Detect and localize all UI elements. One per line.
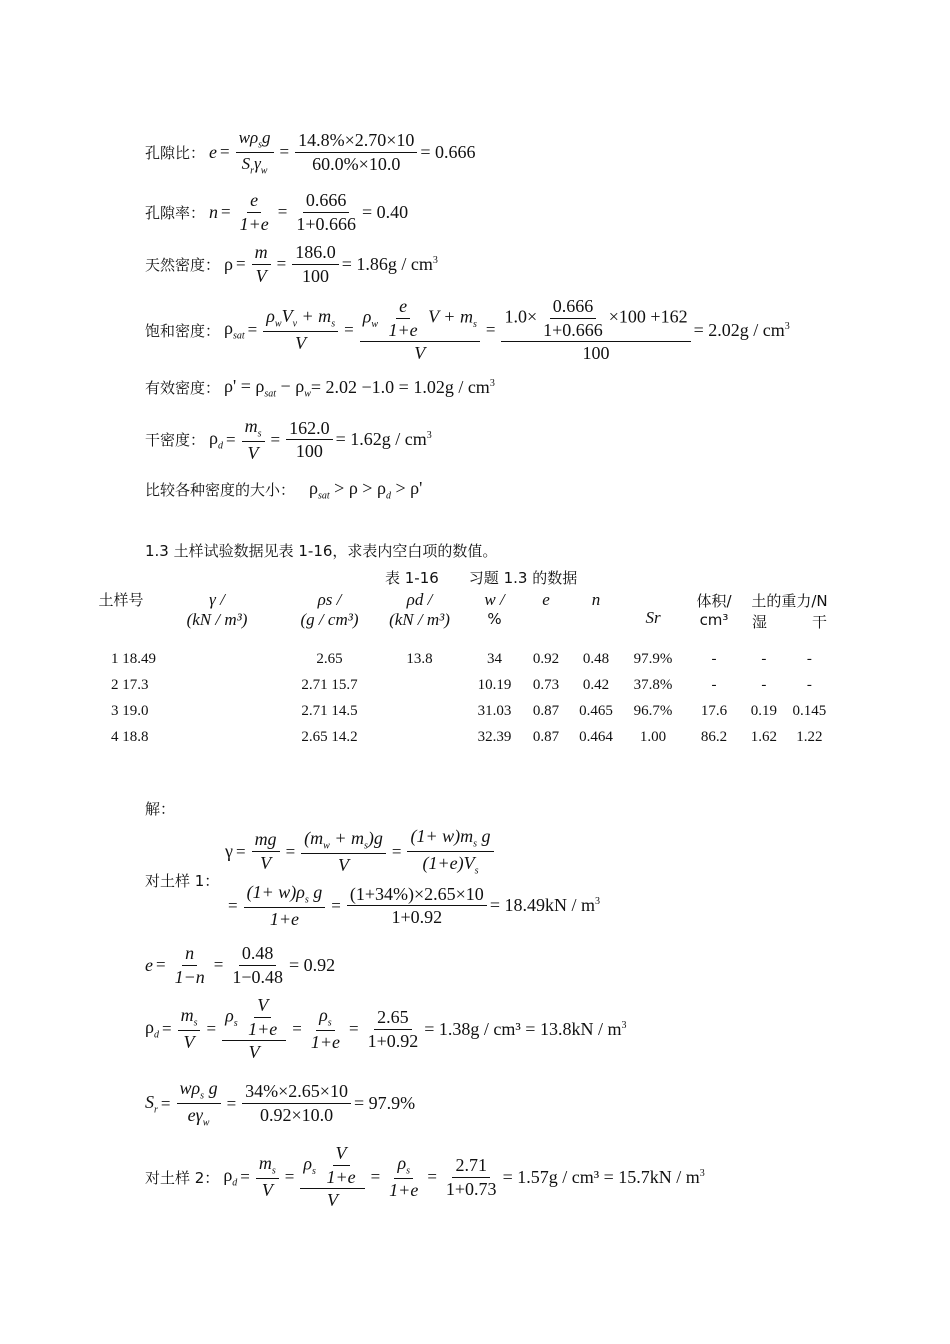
sample1-e-fraction: $\frac{0.48}{1-0.48}$ xyxy=(232,943,283,987)
saturated-density-line: 饱和密度： $\rho_{sat}$ = $\frac{\rho_wV_v + m_s}{V}$ = $\rho_w$ $\frac{e}{1+e}$ $V + m_s$ V = 1.0× $\frac{0.666}{1+0.666}$ ×100 +162 100 = $2.02g / cm^3$ xyxy=(145,296,790,364)
soil-test-table xyxy=(95,590,835,750)
table-row: 1 18.49 2.65 13.8 34 0.92 0.48 97.9% - - - xyxy=(111,650,812,667)
table-header-row: 土样号 γ / (kN / m³) ρs / (g / cm³) ρd / (kN / m³) w / % e n Sr 体积/ cm³ 土的重力/N 湿 干 xyxy=(95,590,835,632)
sample1-e-result: = 0.92 xyxy=(289,954,336,975)
sample2-rho-d-result: = $1.57g / cm^3 = 15.7kN / m^3$ xyxy=(502,1166,705,1187)
natural-density-label: 天然密度： xyxy=(145,255,221,274)
porosity-label: 孔隙率： xyxy=(145,203,206,222)
sample1-e-line: e = $\frac{n}{1-n}$ = $\frac{0.48}{1-0.48}$ = 0.92 xyxy=(145,943,336,987)
sample1-sr-line: $S_r$ = $\frac{w\rho_s g}{e\gamma_w}$ = $\frac{34\%\times 2.65\times 10}{0.92\times 10.0}$ = 97.9% xyxy=(145,1078,416,1129)
sample1-sr-result: = 97.9% xyxy=(353,1093,416,1114)
sample1-label: 对土样 1： xyxy=(145,872,220,890)
saturated-density-numeric-fraction: 1.0× $\frac{0.666}{1+0.666}$ ×100 +162 100 xyxy=(501,296,690,364)
density-comparison-line: 比较各种密度的大小： $\rho_{sat} > \rho > \rho_d > \rho'$ xyxy=(145,478,423,502)
solution-label: 解： xyxy=(145,800,176,818)
natural-density-line: 天然密度： ρ = $\frac{m}{V}$ = $\frac{186.0}{100}$ = $1.86g / cm^3$ xyxy=(145,242,438,286)
sample2-label: 对土样 2： xyxy=(145,1168,220,1187)
porosity-symbolic-fraction: $\frac{e}{1+e}$ xyxy=(239,190,269,234)
natural-density-fraction: $\frac{186.0}{100}$ xyxy=(292,242,339,286)
dry-density-result: = $1.62g / cm^3$ xyxy=(335,429,432,450)
e-symbol: e xyxy=(209,141,218,162)
dry-density-line: 干密度： $\rho_d$ = $\frac{m_s}{V}$ = $\frac{162.0}{100}$ = $1.62g / cm^3$ xyxy=(145,416,432,464)
table-row: 3 19.0 2.71 14.5 31.03 0.87 0.465 96.7% 17.6 0.19 0.145 xyxy=(111,702,827,719)
effective-density-result: = $2.02 -1.0 = 1.02g / cm^3$ xyxy=(310,377,495,398)
void-ratio-label: 孔隙比： xyxy=(145,143,206,162)
sample1-rho-d-result: = $1.38g / cm^3 = 13.8kN / m^3$ xyxy=(424,1018,627,1039)
sample1-gamma-fraction: $\frac{(1+34\%)\times 2.65\times 10}{1+0.92}$ xyxy=(347,884,487,928)
sample1-sr-fraction: $\frac{34\%\times 2.65\times 10}{0.92\times 10.0}$ xyxy=(242,1081,351,1125)
sample2-rho-d-line: 对土样 2： $\rho_d$ = $\frac{m_s}{V}$ = $\rho_s$ $\frac{V}{1+e}$ V = $\frac{\rho_s}{1+e}$ = $\frac{2.71}{1+0.73}$ = $1.57g / cm^3 = 15.7kN / m^3$ xyxy=(145,1143,705,1211)
effective-density-line: 有效密度： $\rho' = \rho_{sat} - \rho_w$ = $2.02 -1.0 = 1.02g / cm^3$ xyxy=(145,376,495,400)
problem-statement: 1.3 土样试验数据见表 1-16，求表内空白项的数值。 xyxy=(145,542,498,560)
void-ratio-symbolic-fraction: $\frac{w\rho_sg}{S_r\gamma_w}$ xyxy=(236,128,274,177)
table-row: 2 17.3 2.71 15.7 10.19 0.73 0.42 37.8% - - - xyxy=(111,676,812,693)
sample1-gamma-result: = $18.49kN / m^3$ xyxy=(489,895,600,916)
table-caption: 表 1-16 习题 1.3 的数据 xyxy=(385,569,578,587)
table-row: 4 18.8 2.65 14.2 32.39 0.87 0.464 1.00 86.2 1.62 1.22 xyxy=(111,728,823,745)
header-sample: 土样号 xyxy=(98,591,144,609)
void-ratio-result: = 0.666 xyxy=(420,141,476,162)
void-ratio-line: 孔隙比： e = $\frac{w\rho_sg}{S_r\gamma_w}$ = $\frac{14.8\%\times 2.70\times 10}{60.0\%\times 10.0}$ = 0.666 xyxy=(145,128,476,177)
sample1-gamma-line2: = $\frac{(1+ w)\rho_s g}{1+e}$ = $\frac{(1+34\%)\times 2.65\times 10}{1+0.92}$ = $18.49kN / m^3$ xyxy=(228,882,600,930)
sample2-rho-d-fraction: $\frac{2.71}{1+0.73}$ xyxy=(445,1154,497,1199)
density-comparison-label: 比较各种密度的大小： xyxy=(145,481,296,500)
saturated-density-result: = $2.02g / cm^3$ xyxy=(693,319,790,340)
saturated-density-label: 饱和密度： xyxy=(145,321,221,340)
sample1-gamma-line1: γ = $\frac{mg}{V}$ = $\frac{(m_w + m_s)g}{V}$ = $\frac{(1+ w)m_s g}{(1+e)V_s}$ xyxy=(225,826,497,877)
porosity-result: = 0.40 xyxy=(362,201,409,222)
porosity-numeric-fraction: $\frac{0.666}{1+0.666}$ xyxy=(296,190,356,234)
porosity-line: 孔隙率： n = $\frac{e}{1+e}$ = $\frac{0.666}{1+0.666}$ = 0.40 xyxy=(145,190,409,234)
natural-density-result: = $1.86g / cm^3$ xyxy=(341,253,438,274)
dry-density-label: 干密度： xyxy=(145,431,206,450)
dry-density-fraction: $\frac{162.0}{100}$ xyxy=(286,418,333,462)
void-ratio-numeric-fraction: $\frac{14.8\%\times 2.70\times 10}{60.0\%\times 10.0}$ xyxy=(295,130,417,174)
sample1-rho-d-fraction: $\frac{2.65}{1+0.92}$ xyxy=(367,1006,419,1051)
sample1-rho-d-line: $\rho_d$ = $\frac{m_s}{V}$ = $\rho_s$ $\frac{V}{1+e}$ V = $\frac{\rho_s}{1+e}$ = $\frac{2.65}{1+0.92}$ = $1.38g / cm^3 = 13.8kN / m^3$ xyxy=(145,995,627,1063)
effective-density-label: 有效密度： xyxy=(145,379,221,398)
